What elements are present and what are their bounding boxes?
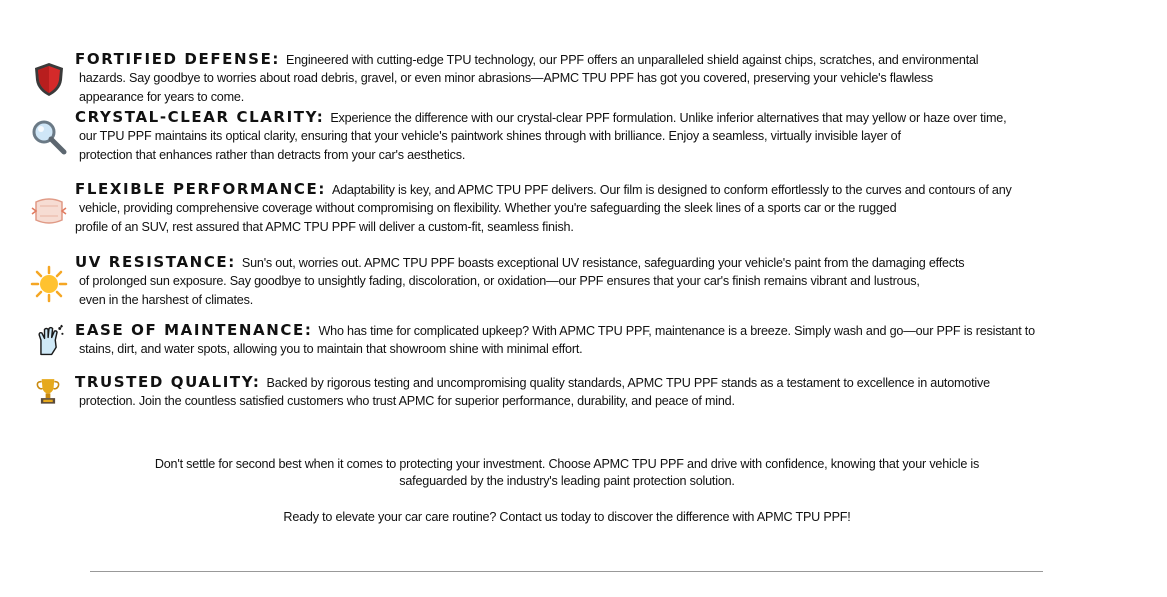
shield-icon	[30, 60, 68, 98]
feature-line: stains, dirt, and water spots, allowing you to maintain that showroom shine with minimal effort.	[79, 342, 583, 357]
feature-line: Experience the difference with our crystal-clear PPF formulation. Unlike inferior alternatives that may yellow or haze over time,	[330, 111, 1007, 125]
feature-line: Engineered with cutting-edge TPU technology, our PPF offers an unparalleled shield against chips, scratches, and environmental	[286, 53, 979, 67]
divider	[90, 571, 1043, 572]
feature-text	[75, 108, 1006, 164]
feature-heading: FORTIFIED DEFENSE:	[75, 50, 281, 68]
feature-line: protection. Join the countless satisfied customers who trust APMC for superior performance, durability, and peace of mind.	[79, 394, 735, 409]
feature-line: hazards. Say goodbye to worries about road debris, gravel, or even minor abrasions—APMC TPU PPF has got you covered, preserving your vehicle's flawless	[79, 71, 933, 86]
feature-line: of prolonged sun exposure. Say goodbye to unsightly fading, discoloration, or oxidation—our PPF ensures that your car's finish remains vibrant and lustrous,	[79, 274, 920, 289]
feature-heading: CRYSTAL-CLEAR CLARITY:	[75, 108, 325, 126]
feature-line: Backed by rigorous testing and uncompromising quality standards, APMC TPU PPF stands as a testament to excellence in automotive	[266, 376, 990, 390]
feature-heading: EASE OF MAINTENANCE:	[75, 321, 313, 339]
feature-line: Sun's out, worries out. APMC TPU PPF boasts exceptional UV resistance, safeguarding your vehicle's paint from the damaging effects	[241, 256, 965, 270]
sun-icon	[30, 265, 68, 303]
feature-line: even in the harshest of climates.	[79, 292, 254, 307]
trophy-icon	[33, 376, 63, 406]
feature-heading: TRUSTED QUALITY:	[75, 373, 261, 391]
feature-line: profile of an SUV, rest assured that APMC TPU PPF will deliver a custom-fit, seamless finish.	[75, 219, 574, 234]
feature-text	[75, 253, 964, 309]
closing-line: Don't settle for second best when it comes to protecting your investment. Choose APMC TPU PPF and drive with confidence, knowing that your vehicle is	[154, 457, 980, 471]
feature-text	[75, 180, 1012, 236]
feature-line: Adaptability is key, and APMC TPU PPF delivers. Our film is designed to conform effortlessly to the curves and contours of any	[331, 183, 1012, 197]
feature-line: vehicle, providing comprehensive coverage without compromising on flexibility. Whether you're safeguarding the sleek lines of a sports car or the rugged	[79, 201, 897, 216]
feature-text	[75, 50, 978, 106]
closing-paragraph	[0, 456, 1134, 490]
closing-line: safeguarded by the industry's leading paint protection solution.	[399, 474, 735, 488]
feature-line: protection that enhances rather than detracts from your car's aesthetics.	[79, 147, 466, 162]
feature-line: appearance for years to come.	[79, 89, 245, 104]
flex-film-icon	[30, 192, 68, 230]
magnifier-icon	[30, 118, 68, 156]
call-to-action: Ready to elevate your car care routine? Contact us today to discover the difference with APMC TPU PPF!	[283, 510, 851, 524]
feature-heading: UV RESISTANCE:	[75, 253, 236, 271]
clean-hand-icon	[32, 324, 66, 358]
feature-text	[75, 321, 1035, 359]
feature-heading: FLEXIBLE PERFORMANCE:	[75, 180, 326, 198]
feature-text	[75, 373, 990, 411]
feature-line: Who has time for complicated upkeep? With APMC TPU PPF, maintenance is a breeze. Simply wash and go—our PPF is resistant to	[318, 324, 1035, 338]
feature-line: our TPU PPF maintains its optical clarity, ensuring that your vehicle's paintwork shines through with brilliance. Enjoy a seamless, virtually invisible layer of	[79, 129, 901, 144]
